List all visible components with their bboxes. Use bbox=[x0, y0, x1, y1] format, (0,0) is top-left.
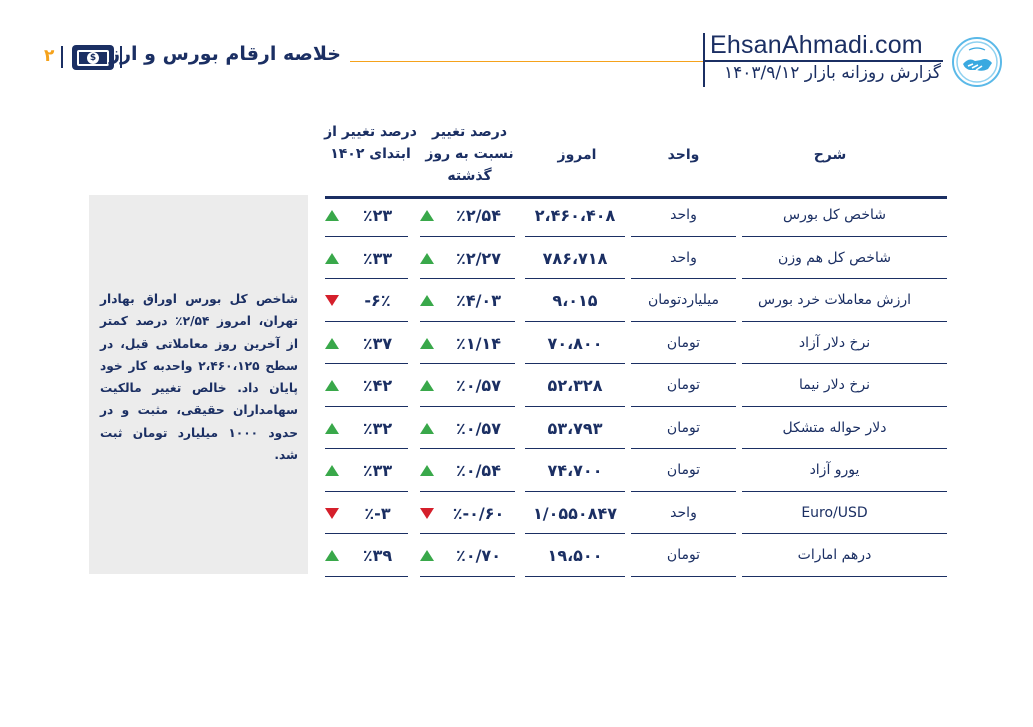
row-divider bbox=[525, 576, 625, 577]
row-divider bbox=[325, 406, 408, 407]
row-today: ۵۳،۷۹۳ bbox=[547, 418, 603, 438]
row-divider bbox=[525, 321, 625, 322]
row-divider bbox=[742, 363, 947, 364]
arrow-up-icon bbox=[420, 550, 434, 561]
row-divider bbox=[420, 533, 515, 534]
site-name[interactable]: EhsanAhmadi.com bbox=[710, 31, 923, 59]
row-desc: دلار حواله متشکل bbox=[782, 419, 887, 436]
arrow-up-icon bbox=[325, 465, 339, 476]
col-header-desc: شرح bbox=[813, 147, 847, 163]
row-divider bbox=[742, 406, 947, 407]
arrow-up-icon bbox=[420, 423, 434, 434]
report-subtitle: گزارش روزانه بازار ۱۴۰۳/۹/۱۲ bbox=[724, 63, 941, 83]
row-ytd-change: ٪۳۷ bbox=[362, 333, 393, 353]
row-unit: تومان bbox=[666, 377, 701, 393]
row-divider bbox=[325, 321, 408, 322]
row-unit: واحد bbox=[670, 504, 697, 521]
row-divider bbox=[525, 448, 625, 449]
arrow-up-icon bbox=[325, 338, 339, 349]
row-today: ۷۰،۸۰۰ bbox=[547, 333, 603, 353]
row-ytd-change: ٪۳۳ bbox=[362, 461, 393, 480]
row-divider bbox=[631, 491, 736, 492]
row-today: ۵۲،۳۲۸ bbox=[547, 376, 603, 395]
row-daily-change: ٪۰/۷۰ bbox=[456, 546, 501, 565]
col-header-today: امروز bbox=[557, 147, 597, 163]
row-ytd-change: ٪۲۳ bbox=[362, 206, 393, 225]
row-today: ۱۹،۵۰۰ bbox=[547, 546, 603, 565]
row-divider bbox=[742, 491, 947, 492]
arrow-down-icon bbox=[420, 508, 434, 519]
row-unit: تومان bbox=[666, 419, 701, 436]
row-today: ۲،۴۶۰،۴۰۸ bbox=[534, 206, 616, 225]
row-daily-change: ٪۰/۵۷ bbox=[456, 418, 501, 438]
section-title: خلاصه ارقام بورس و ارز bbox=[109, 43, 341, 65]
arrow-up-icon bbox=[325, 380, 339, 391]
row-ytd-change: -۶٪ bbox=[364, 291, 391, 310]
row-desc: یورو آزاد bbox=[809, 462, 860, 478]
col-header-unit: واحد bbox=[667, 147, 700, 163]
row-divider bbox=[420, 363, 515, 364]
row-divider bbox=[420, 491, 515, 492]
row-divider bbox=[631, 448, 736, 449]
row-divider bbox=[420, 576, 515, 577]
row-daily-change: ٪۱/۱۴ bbox=[456, 333, 501, 353]
row-divider bbox=[742, 236, 947, 237]
row-divider bbox=[420, 321, 515, 322]
row-desc: نرخ دلار نیما bbox=[798, 377, 871, 393]
row-divider bbox=[325, 363, 408, 364]
row-daily-change: ٪-۰/۶۰ bbox=[452, 503, 505, 523]
arrow-up-icon bbox=[420, 210, 434, 221]
row-divider bbox=[631, 236, 736, 237]
row-desc: شاخص کل هم وزن bbox=[778, 249, 891, 266]
row-daily-change: ٪۲/۵۴ bbox=[456, 206, 501, 225]
arrow-down-icon bbox=[325, 295, 339, 306]
arrow-up-icon bbox=[420, 465, 434, 476]
row-divider bbox=[525, 491, 625, 492]
row-divider bbox=[742, 321, 947, 322]
handshake-logo-icon bbox=[952, 37, 1002, 87]
row-today: ۷۴،۷۰۰ bbox=[547, 461, 603, 480]
col-header-ytd-change: درصد تغییر از ابتدای ۱۴۰۲ bbox=[324, 124, 417, 162]
row-daily-change: ٪۴/۰۳ bbox=[456, 291, 501, 310]
row-ytd-change: ٪۳۹ bbox=[362, 546, 393, 565]
row-daily-change: ٪۰/۵۷ bbox=[456, 376, 501, 395]
arrow-down-icon bbox=[325, 508, 339, 519]
row-divider bbox=[525, 363, 625, 364]
row-today: ۱/۰۵۵۰۸۴۷ bbox=[533, 503, 617, 523]
row-unit: تومان bbox=[666, 547, 701, 563]
row-divider bbox=[325, 448, 408, 449]
row-divider bbox=[631, 278, 736, 279]
row-divider bbox=[742, 278, 947, 279]
arrow-up-icon bbox=[420, 295, 434, 306]
row-divider bbox=[631, 363, 736, 364]
row-divider bbox=[325, 576, 408, 577]
arrow-up-icon bbox=[325, 210, 339, 221]
row-unit: واحد bbox=[670, 207, 697, 223]
row-ytd-change: ٪۳۳ bbox=[362, 248, 393, 268]
row-divider bbox=[742, 533, 947, 534]
row-divider bbox=[631, 321, 736, 322]
row-divider bbox=[420, 448, 515, 449]
col-header-daily-change: درصد تغییر نسبت به روز گذشته bbox=[425, 124, 514, 184]
arrow-up-icon bbox=[420, 338, 434, 349]
row-divider bbox=[420, 236, 515, 237]
row-unit: تومان bbox=[666, 334, 701, 351]
money-icon: $ bbox=[72, 45, 114, 70]
arrow-up-icon bbox=[325, 423, 339, 434]
title-rule bbox=[350, 61, 703, 62]
row-desc: Euro/USD bbox=[801, 504, 868, 521]
row-divider bbox=[525, 533, 625, 534]
row-divider bbox=[525, 278, 625, 279]
row-unit: میلیاردتومان bbox=[647, 292, 720, 308]
arrow-up-icon bbox=[325, 253, 339, 264]
arrow-up-icon bbox=[420, 253, 434, 264]
page-number: ۲ bbox=[44, 46, 55, 66]
row-daily-change: ٪۰/۵۴ bbox=[456, 461, 501, 480]
row-divider bbox=[420, 278, 515, 279]
row-today: ۹،۰۱۵ bbox=[552, 291, 598, 310]
row-divider bbox=[525, 236, 625, 237]
brand-underline bbox=[703, 60, 943, 62]
row-ytd-change: ٪۳۲ bbox=[362, 418, 393, 438]
header-rule bbox=[325, 196, 947, 199]
row-ytd-change: ٪-۳ bbox=[364, 503, 391, 523]
row-divider bbox=[325, 278, 408, 279]
row-divider bbox=[325, 491, 408, 492]
row-desc: شاخص کل بورس bbox=[783, 207, 886, 223]
row-divider bbox=[631, 576, 736, 577]
row-unit: تومان bbox=[666, 462, 701, 478]
arrow-up-icon bbox=[325, 550, 339, 561]
row-divider bbox=[742, 576, 947, 577]
row-daily-change: ٪۲/۲۷ bbox=[456, 248, 501, 268]
row-divider bbox=[325, 533, 408, 534]
row-desc: نرخ دلار آزاد bbox=[798, 334, 871, 351]
row-divider bbox=[325, 236, 408, 237]
row-divider bbox=[631, 406, 736, 407]
row-divider bbox=[525, 406, 625, 407]
arrow-up-icon bbox=[420, 380, 434, 391]
row-unit: واحد bbox=[670, 249, 697, 266]
row-desc: درهم امارات bbox=[797, 547, 872, 563]
commentary-text: شاخص کل بورس اوراق بهادار تهران، امروز ۲/۵۴٪ درصد کمتر از آخرین روز معاملاتی قبل، در سطح ۲،۴۶۰،۱۲۵ واحدبه کار خود پایان داد. خالص تغییر مالکیت سهامداران حقیقی، مثبت و در حدود ۱۰۰۰ میلیارد تومان ثبت شد. bbox=[100, 292, 298, 463]
row-today: ۷۸۶،۷۱۸ bbox=[542, 248, 608, 268]
row-divider bbox=[420, 406, 515, 407]
header-divider bbox=[61, 46, 63, 68]
row-divider bbox=[631, 533, 736, 534]
row-desc: ارزش معاملات خرد بورس bbox=[758, 292, 911, 308]
row-ytd-change: ٪۴۲ bbox=[362, 376, 393, 395]
row-divider bbox=[742, 448, 947, 449]
